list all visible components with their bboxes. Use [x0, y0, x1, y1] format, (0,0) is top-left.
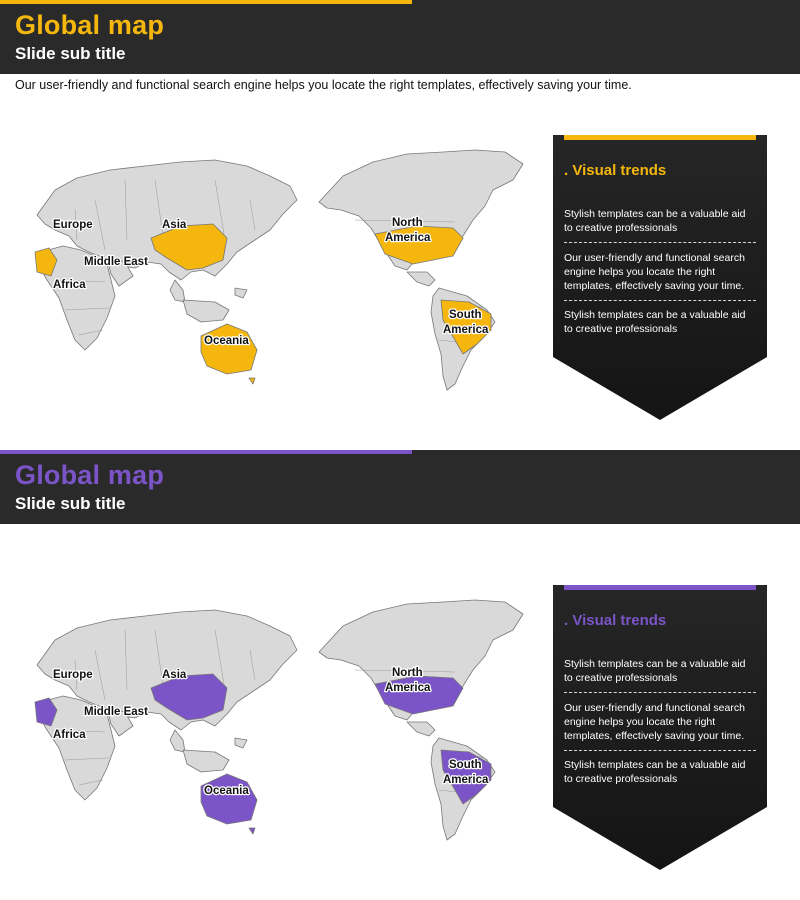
slide-header [0, 0, 800, 74]
panel-item-1: Stylish templates can be a valuable aid to creative professionals [564, 658, 746, 684]
label-south-america-2: America [443, 324, 489, 336]
header-accent-line [0, 0, 412, 4]
panel-item-3: Stylish templates can be a valuable aid to creative professionals [564, 759, 746, 785]
panel-divider [564, 750, 756, 751]
slide-subtitle: Slide sub title [15, 494, 126, 513]
label-europe: Europe [53, 219, 93, 231]
label-europe: Europe [53, 669, 93, 681]
panel-divider [564, 300, 756, 301]
panel-accent-line [564, 135, 756, 140]
label-south-america-1: South [449, 309, 482, 321]
visual-trends-panel [553, 135, 767, 420]
panel-item-1: Stylish templates can be a valuable aid to creative professionals [564, 208, 746, 234]
panel-title: . Visual trends [564, 612, 667, 629]
label-south-america-2: America [443, 774, 489, 786]
label-south-america-1: South [449, 759, 482, 771]
panel-item-2: Our user-friendly and functional search engine helps you locate the right templates, effectively saving your time. [564, 702, 745, 742]
panel-divider [564, 242, 756, 243]
slide-title: Global map [15, 460, 165, 490]
label-oceania: Oceania [204, 785, 249, 797]
visual-trends-panel [553, 585, 767, 870]
label-oceania: Oceania [204, 335, 249, 347]
label-north-america-1: North [392, 667, 423, 679]
label-middle-east: Middle East [84, 706, 148, 718]
panel-item-2: Our user-friendly and functional search engine helps you locate the right templates, effectively saving your time. [564, 252, 745, 292]
slide-header [0, 450, 800, 524]
slide-description: Our user-friendly and functional search engine helps you locate the right templates, effectively saving your time. [15, 78, 632, 92]
world-map [15, 140, 535, 400]
land-base [37, 150, 523, 390]
slide-subtitle: Slide sub title [15, 44, 126, 63]
panel-title: . Visual trends [564, 162, 667, 179]
label-asia: Asia [162, 669, 187, 681]
label-north-america-2: America [385, 232, 431, 244]
land-base [37, 600, 523, 840]
header-accent-line [0, 450, 412, 454]
label-africa: Africa [53, 279, 86, 291]
label-north-america-2: America [385, 682, 431, 694]
slide-title: Global map [15, 10, 165, 40]
label-middle-east: Middle East [84, 256, 148, 268]
slide-purple [0, 450, 800, 900]
label-north-america-1: North [392, 217, 423, 229]
world-map [15, 590, 535, 850]
label-asia: Asia [162, 219, 187, 231]
label-africa: Africa [53, 729, 86, 741]
panel-accent-line [564, 585, 756, 590]
panel-divider [564, 692, 756, 693]
panel-item-3: Stylish templates can be a valuable aid to creative professionals [564, 309, 746, 335]
